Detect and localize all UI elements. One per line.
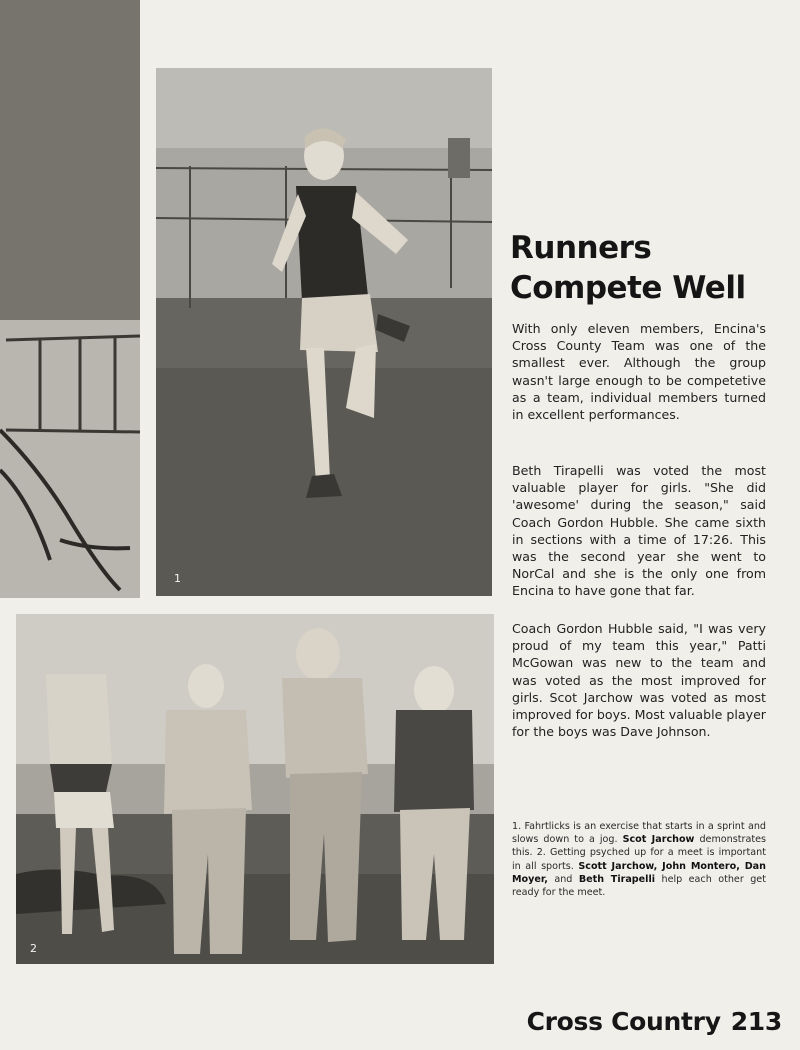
article-paragraph-2: Beth Tirapelli was voted the most valuable player for girls. "She did 'awesome' during the season," said Coach Gordon Hubble. She came sixth in sections with a time of 17:26. This was the second year she went to NorCal and she is the only one from Encina to have gone that far. [512,463,766,599]
section-title: Cross Country [526,1007,721,1036]
caption-2-text: 2. Getting psyched up for a meet is important in all sports. [512,847,766,872]
headline-line-2: Compete Well [510,270,746,306]
caption-2-end: help each other get ready for the meet. [512,873,766,899]
photo-runner [156,68,492,596]
photo-1-number: 1 [174,572,181,585]
article-paragraph-3: Coach Gordon Hubble said, "I was very proud of my team this year," Patti McGowan was new to the team and was voted as the most improved for girls. Scot Jarchow was voted as most improved for boys. Most valuable player for the boys was Dave Johnson. [512,621,766,740]
article-paragraph-1: With only eleven members, Encina's Cross County Team was one of the smallest ever. Although the group wasn't large enough to be competetive as a team, individual members turned in excellent performances. [512,321,766,423]
caption-2-and: and [554,873,573,885]
page-footer [527,1007,782,1036]
photo-2-number: 2 [30,942,37,955]
caption-2-last-name: Beth Tirapelli [578,873,656,885]
headline-line-1: Runners [510,230,652,266]
photo-team-warmup [16,614,494,964]
caption-1-text: 1. Fahrtlicks is an exercise that starts in a sprint and slows down to a jog. [512,821,766,846]
caption-1-end: demonstrates this. [512,834,766,859]
photo-captions [512,820,766,899]
left-edge-photo [0,0,140,598]
caption-2-names: Scott Jarchow, John Montero, Dan Moyer, [512,860,766,885]
page-number: 213 [730,1007,782,1036]
article-headline [510,228,780,308]
caption-1-name: Scot Jarchow [622,834,695,846]
